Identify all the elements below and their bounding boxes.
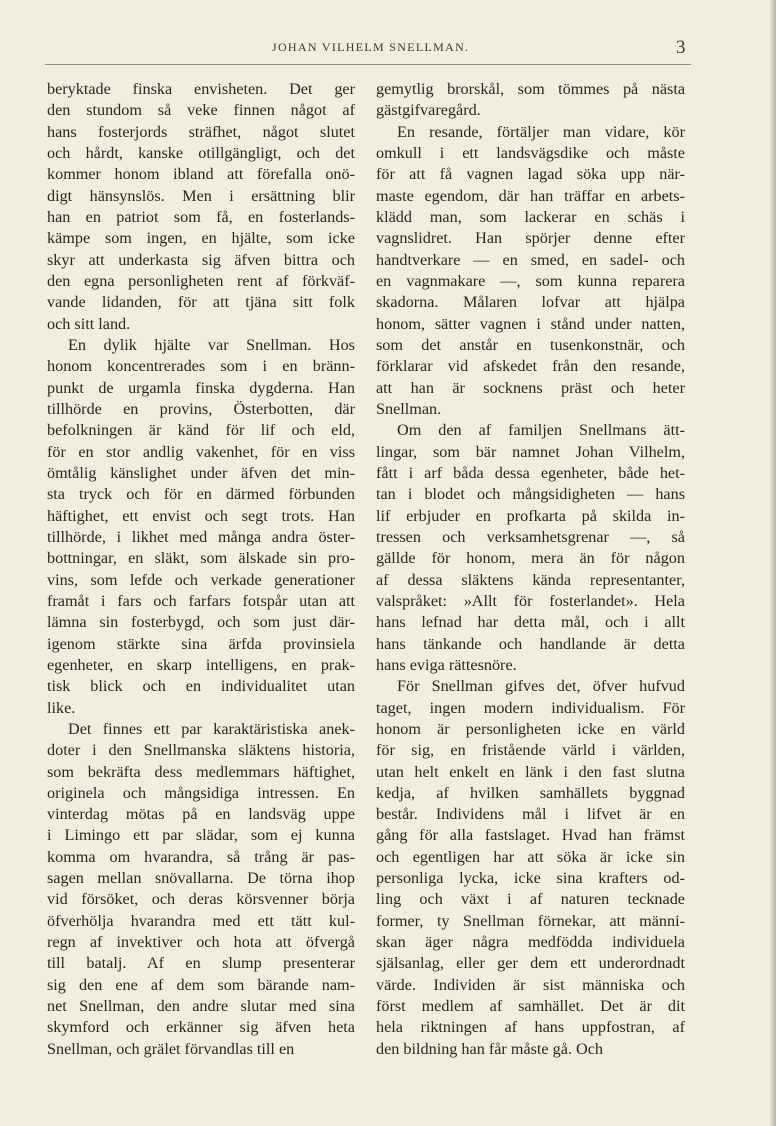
text-line: tillhörde, i likhet med många andra öster-	[47, 527, 355, 546]
text-line: egenheter, en skarp intelligens, en prak-	[47, 655, 355, 674]
text-line: tressen och verksamhetsgrenar —, så	[376, 527, 685, 546]
text-line: sagen mellan snövallarna. De törna ihop	[47, 869, 355, 888]
text-line: hans fosterjords sträfhet, något slutet	[47, 122, 355, 141]
text-line: i Limingo ett par slädar, som ej kunna	[47, 826, 355, 845]
text-line: vande lidanden, för att tjäna sitt folk	[47, 293, 355, 312]
text-line: För Snellman gifves det, öfver hufvud	[397, 677, 685, 696]
text-line: vagnslidret. Han spörjer denne efter	[376, 229, 685, 248]
text-line: Det finnes ett par karaktäristiska anek-	[68, 719, 355, 738]
text-line: punkt de urgamla finska dygderna. Han	[47, 378, 355, 397]
text-line: fått i arf båda dessa egenheter, både het-	[376, 463, 685, 482]
text-line: former, ty Snellman förnekar, att männi-	[376, 911, 685, 930]
text-line: framåt i fars och farfars fotspår utan att	[47, 591, 355, 610]
text-line: gästgifvaregård.	[376, 101, 481, 120]
text-line: like.	[47, 698, 76, 717]
text-line: värde. Individen är sist människa och	[376, 975, 685, 994]
text-line: ömtålig känslighet under äfven det min-	[47, 463, 355, 482]
text-line: af dessa släktens kända representanter,	[376, 570, 685, 589]
paragraph	[376, 420, 685, 676]
text-line: komma om hvarandra, så trång är pas-	[47, 847, 355, 866]
text-line: tisk blick och en individualitet utan	[47, 677, 355, 696]
text-line: digt hänsynslös. Men i ersättning blir	[47, 186, 355, 205]
text-line: klädd man, som lackerar en schäs i	[376, 207, 685, 226]
text-line: omkull i ett landsvägsdike och måste	[376, 143, 685, 162]
text-line: honom koncentrerades som i en bränn-	[47, 357, 355, 376]
header-rule	[45, 64, 691, 65]
text-line: för att få vagnen lagad söka upp när-	[376, 165, 685, 184]
text-line: öfverhölja hvarandra med ett tätt kul-	[47, 911, 355, 930]
text-line: hans tänkande och handlande är detta	[376, 634, 685, 653]
paragraph	[47, 719, 355, 1060]
text-line: Snellman.	[376, 399, 442, 418]
paragraph	[376, 79, 685, 122]
text-line: den bildning han får måste gå. Och	[376, 1039, 604, 1058]
text-line: gång för alla fastslaget. Hvad han främst	[376, 826, 685, 845]
text-line: beryktade finska envisheten. Det ger	[47, 80, 355, 98]
text-line: vinterdag mötas på en landsväg uppe	[47, 805, 355, 824]
text-line: befolkningen är känd för lif och eld,	[47, 421, 355, 440]
text-line: gemytlig brorskål, som tömmes på nästa	[376, 80, 685, 98]
text-line: Snellman, och grälet förvandlas till en	[47, 1039, 295, 1058]
text-line: vins, som lefde och verkade generationer	[47, 570, 355, 589]
paragraph	[376, 676, 685, 1060]
text-line: lif erbjuder en profkarta på skilda in-	[376, 506, 685, 525]
text-line: originela och mångsidiga intressen. En	[47, 783, 355, 802]
text-line: och egentligen har att söka är icke sin	[376, 847, 685, 866]
text-line: maste egendom, där han träffar en arbets-	[376, 186, 685, 205]
text-line: tillhörde en provins, Österbotten, där	[47, 399, 355, 418]
text-line: skyr att underkasta sig äfven bittra och	[47, 250, 355, 269]
text-line: hela riktningen af hans uppfostran, af	[376, 1018, 685, 1037]
text-line: valspråket: »Allt för fosterlandet». Hela	[376, 591, 685, 610]
text-line: honom är personligheten icke en värld	[376, 719, 685, 738]
text-line: kämpe som ingen, en hjälte, som icke	[47, 229, 355, 248]
text-line: igenom stärkte sina ärfda provinsiela	[47, 634, 355, 653]
text-line: En resande, förtäljer man vidare, kör	[397, 122, 685, 141]
text-line: En dylik hjälte var Snellman. Hos	[68, 335, 355, 354]
paragraph	[47, 335, 355, 719]
text-line: Om den af familjen Snellmans ätt-	[397, 421, 685, 440]
page-edge	[770, 0, 776, 1126]
text-line: bottningar, en släkt, som älskade sin pro-	[47, 549, 355, 568]
running-header	[0, 38, 776, 58]
paragraph	[376, 122, 685, 421]
text-line: hans eviga rättesnöre.	[376, 655, 517, 674]
text-line: personliga lycka, icke sina krafters od-	[376, 869, 685, 888]
running-title: JOHAN VILHELM SNELLMAN.	[272, 40, 470, 54]
text-line: han en patriot som få, en fosterlands-	[47, 207, 355, 226]
text-line: en vagnmakare —, som kunna reparera	[376, 271, 685, 290]
text-line: och hårdt, kanske otillgängligt, och det	[47, 143, 355, 162]
text-line: kommer honom ibland att förefalla onö-	[47, 165, 355, 184]
text-line: taget, ingen modern individualism. För	[376, 698, 685, 717]
text-line: net Snellman, den andre slutar med sina	[47, 997, 355, 1016]
text-column-right	[376, 79, 685, 1060]
text-line: till batalj. Af en slump presenterar	[47, 954, 355, 973]
text-line: skymford och erkänner sig äfven heta	[47, 1018, 355, 1037]
text-line: den stundom så veke finnen något af	[47, 101, 355, 120]
text-line: vid försöket, och deras körsvenner börja	[47, 890, 355, 909]
text-line: för sig, en fristående värld i världen,	[376, 741, 685, 760]
text-line: hans lefnad har detta mål, och i allt	[376, 613, 685, 632]
text-line: handtverkare — en smed, en sadel- och	[376, 250, 685, 269]
text-line: den egna personligheten rent af förkväf-	[47, 271, 355, 290]
text-line: lingar, som bär namnet Johan Vilhelm,	[376, 442, 685, 461]
page-number: 3	[676, 37, 686, 58]
text-line: själsanlag, eller ger dem ett underordnadt	[376, 954, 685, 973]
paragraph	[47, 79, 355, 335]
text-line: sig den ene af dem som bärande nam-	[47, 975, 355, 994]
text-line: utan helt enkelt en länk i den fast slutna	[376, 762, 685, 781]
text-line: doter i den Snellmanska släktens historia,	[47, 741, 355, 760]
text-line: består. Individens mål i lifvet är en	[376, 805, 685, 824]
text-line: först medlem af samhället. Det är dit	[376, 997, 685, 1016]
text-line: som det anstår en tusenkonstnär, och	[376, 335, 685, 354]
text-line: regn af invektiver och hota att öfvergå	[47, 933, 355, 952]
text-line: häftighet, ett envist och segt trots. Han	[47, 506, 355, 525]
text-line: som bekräfta dess medlemmars häftighet,	[47, 762, 355, 781]
text-line: för en stor andlig vakenhet, för en viss	[47, 442, 355, 461]
text-line: tan i blodet och mångsidigheten — hans	[376, 485, 685, 504]
text-line: honom, sätter vagnen i stånd under natten,	[376, 314, 685, 333]
text-line: förklarar vid afskedet från den resande,	[376, 357, 685, 376]
text-line: gällde för honom, mera än för någon	[376, 549, 685, 568]
text-line: ling och växt i af naturen tecknade	[376, 890, 685, 909]
text-line: och sitt land.	[47, 314, 131, 333]
text-line: kedja, af hvilken samhällets byggnad	[376, 783, 685, 802]
text-column-left	[47, 79, 355, 1060]
text-line: sta tryck och för en därmed förbunden	[47, 485, 355, 504]
text-line: skan äger några medfödda individuela	[376, 933, 685, 952]
text-line: lämna sin fosterbygd, och som just där-	[47, 613, 355, 632]
text-line: att han är socknens präst och heter	[376, 378, 685, 397]
text-line: skadorna. Målaren lofvar att hjälpa	[376, 293, 685, 312]
